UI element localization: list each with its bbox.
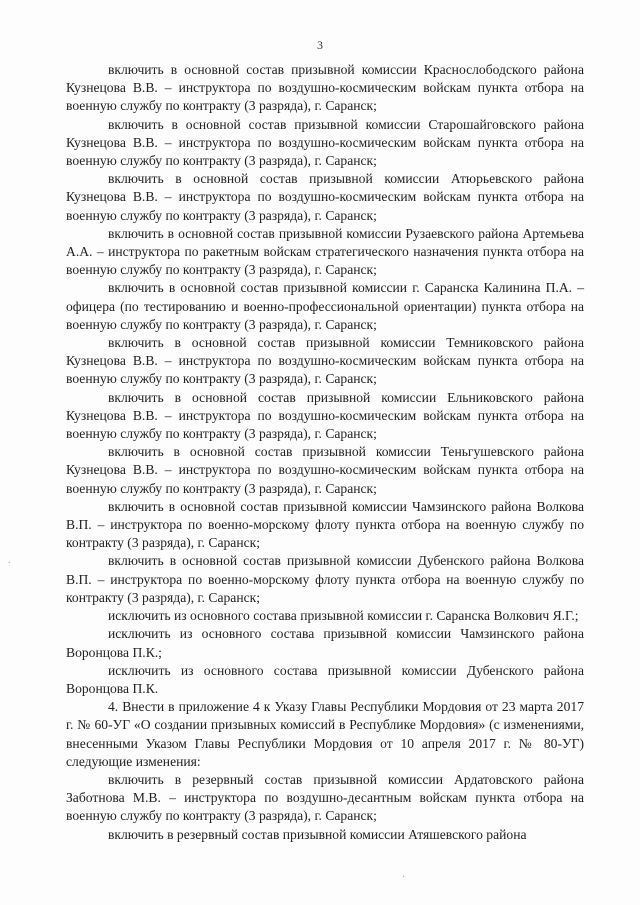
- paragraph: включить в основной состав призывной комиссии Ельниковского района Кузнецова В.В. – инструктора по воздушно-космическим войскам пункта отбора на военную службу по контракту (3 разряда), г. Саранск;: [66, 389, 584, 442]
- paragraph: включить в основной состав призывной комиссии Теньгушевского района Кузнецова В.В. – инструктора по воздушно-космическим войскам пункта отбора на военную службу по контракту (3 разряда), г. Саранск;: [66, 444, 584, 496]
- document-body: [66, 61, 584, 844]
- paragraph: включить в основной состав призывной комиссии Темниковского района Кузнецова В.В. – инструктора по воздушно-космическим войскам пункта отбора на военную службу по контракту (3 разряда), г. Саранск;: [66, 335, 584, 387]
- scan-speck: .: [8, 555, 11, 566]
- paragraph: включить в основной состав призывной комиссии Атюрьевского района Кузнецова В.В. – инструктора по воздушно-космическим войскам пункта отбора на военную службу по контракту (3 разряда), г. Саранск;: [66, 171, 584, 223]
- paragraph: включить в резервный состав призывной комиссии Ардатовского района Заботнова М.В. – инструктора по воздушно-десантным войскам пункта отбора на военную службу по контракту (3 разряда), г. Саранск;: [66, 771, 584, 824]
- paragraph: исключить из основного состава призывной комиссии Чамзинского района Воронцова П.К.;: [66, 626, 584, 660]
- paragraph: включить в основной состав призывной комиссии Чамзинского района Волкова В.П. – инструктора по военно-морскому флоту пункта отбора на военную службу по контракту (3 разряда), г. Саранск;: [66, 498, 584, 551]
- paragraph: включить в основной состав призывной комиссии Краснослободского района Кузнецова В.В. – инструктора по воздушно-космическим войскам пункта отбора на военную службу по контракту (3 разряда), г. Саранск;: [66, 62, 584, 114]
- paragraph: 4. Внести в приложение 4 к Указу Главы Республики Мордовия от 23 марта 2017 г. № 60-УГ «О создании призывных комиссий в Республике Мордовия» (с изменениями, внесенными Указом Главы Республики Мордовия от 10 апреля 2017 г. № 80-УГ) следующие изменения:: [66, 699, 584, 769]
- paragraph: включить в основной состав призывной комиссии Дубенского района Волкова В.П. – инструктора по военно-морскому флоту пункта отбора на военную службу по контракту (3 разряда), г. Саранск;: [66, 553, 584, 605]
- page-number: 3: [317, 38, 323, 52]
- scan-speck: ·: [402, 872, 406, 883]
- paragraph: исключить из основного состава призывной комиссии Дубенского района Воронцова П.К.: [66, 662, 584, 696]
- paragraph: включить в основной состав призывной комиссии Рузаевского района Артемьева А.А. – инструктора по ракетным войскам стратегического назначения пункта отбора на военную службу по контракту (3 разряда), г. Саранск;: [66, 225, 584, 278]
- paragraph: включить в основной состав призывной комиссии Старошайговского района Кузнецова В.В. – инструктора по воздушно-космическим войскам пункта отбора на военную службу по контракту (3 разряда), г. Саранск;: [66, 116, 584, 169]
- paragraph: включить в основной состав призывной комиссии г. Саранска Калинина П.А. – офицера (по тестированию и военно-профессиональной ориентации) пункта отбора на военную службу по контракту (3 разряда), г. Саранск;: [66, 280, 584, 332]
- paragraph: включить в резервный состав призывной комиссии Атяшевского района: [108, 826, 527, 842]
- paragraph: исключить из основного состава призывной комиссии г. Саранска Волкович Я.Г.;: [108, 608, 579, 624]
